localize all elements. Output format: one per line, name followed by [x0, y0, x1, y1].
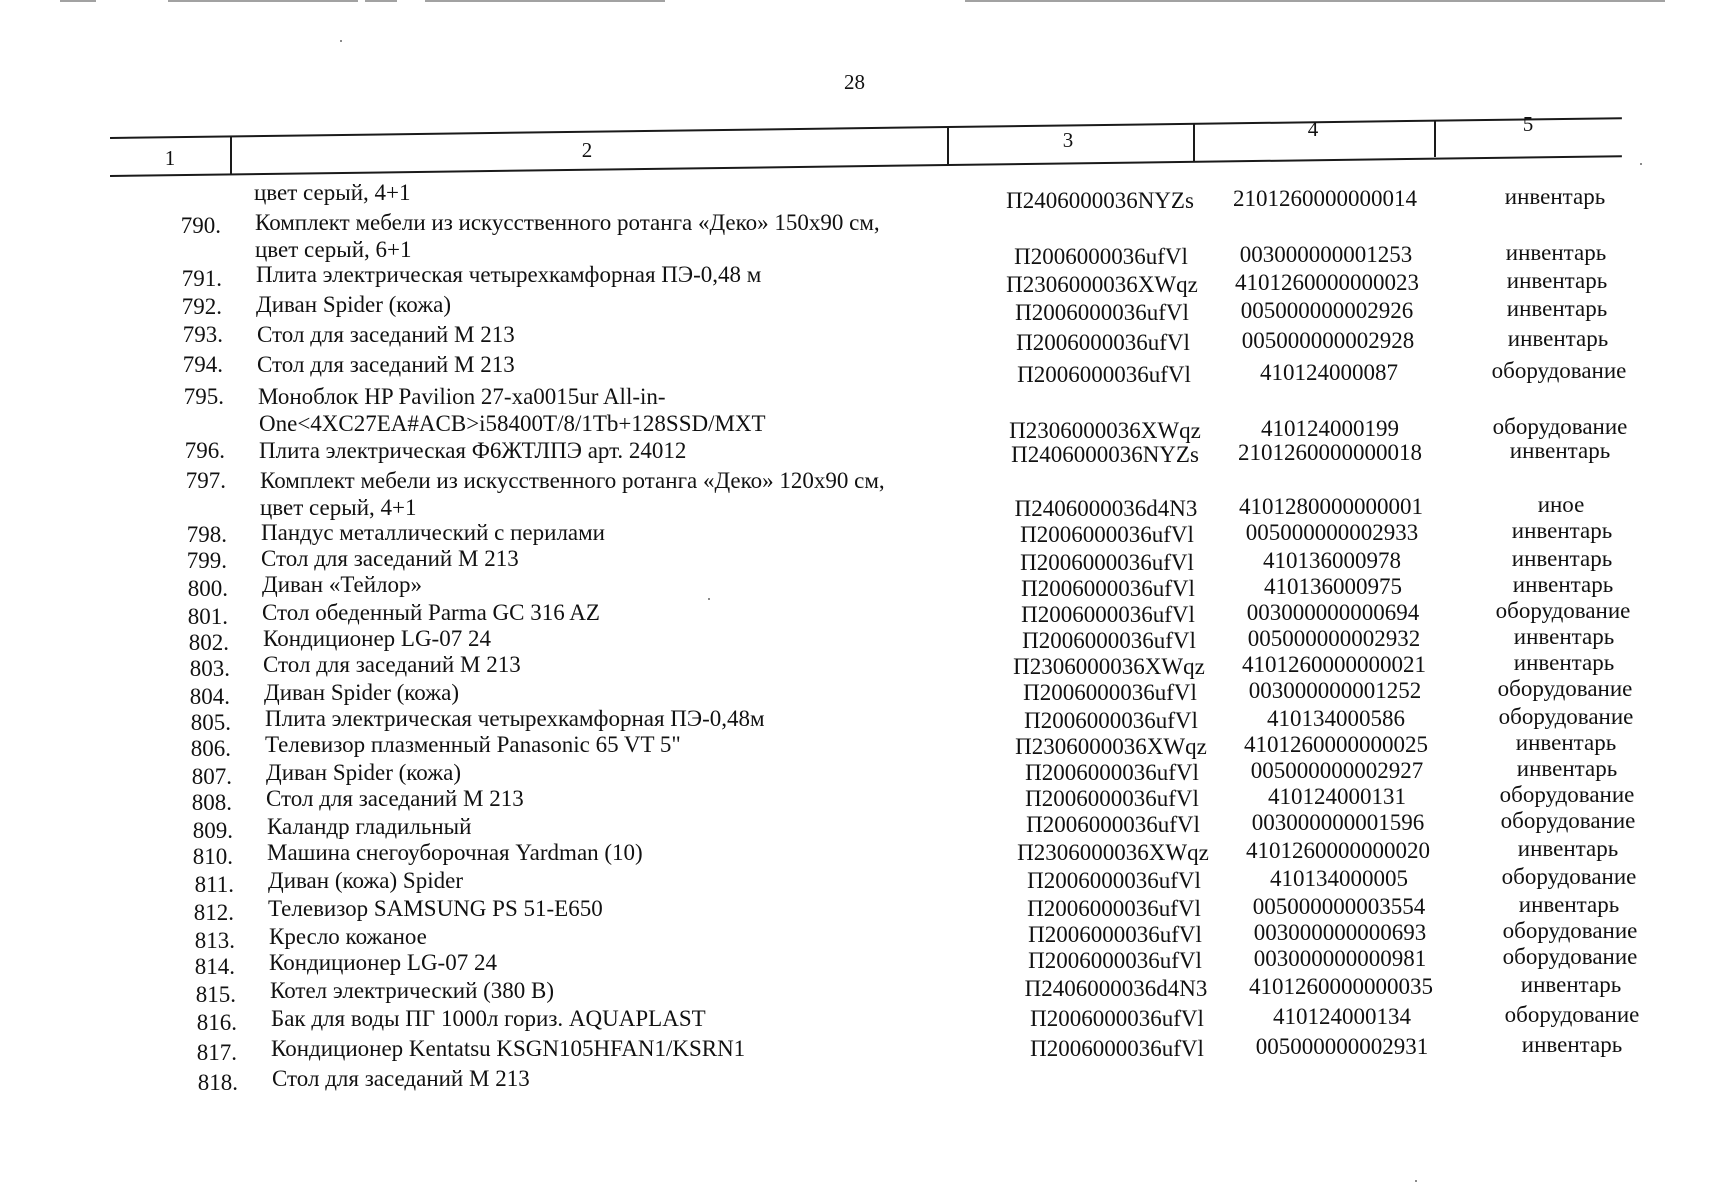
scan-speck — [1415, 1180, 1417, 1182]
account-code: 003000000001253 — [1239, 242, 1413, 267]
inventory-number: П2406000036NYZs — [1006, 188, 1194, 213]
asset-type: инвентарь — [1511, 518, 1613, 543]
asset-type: инвентарь — [1507, 326, 1609, 351]
account-code: 003000000001252 — [1248, 678, 1422, 703]
inventory-number: П2006000036ufVl — [1026, 812, 1200, 837]
item-name: Плита электрическая четырехкамфорная ПЭ-0,48м — [265, 706, 765, 731]
item-name: Машина снегоуборочная Yardman (10) — [267, 840, 643, 865]
asset-type: инвентарь — [1517, 836, 1619, 861]
row-number: 797. — [185, 468, 226, 493]
row-number: 793. — [182, 322, 223, 347]
asset-type: инвентарь — [1504, 184, 1606, 209]
item-name: Телевизор плазменный Panasonic 65 VT 5" — [265, 732, 681, 757]
item-name: Моноблок HP Pavilion 27-xa0015ur All-in- — [258, 384, 666, 409]
item-name: Стол для заседаний М 213 — [261, 546, 519, 571]
inventory-number: П2406000036d4N3 — [1014, 496, 1198, 521]
item-name: Кондиционер Kentatsu KSGN105HFAN1/KSRN1 — [271, 1036, 746, 1061]
row-number: 807. — [191, 764, 232, 789]
account-code: 003000000001596 — [1251, 810, 1425, 835]
inventory-number: П2006000036ufVl — [1021, 602, 1195, 627]
row-number: 799. — [186, 548, 227, 573]
account-code: 005000000002931 — [1255, 1034, 1429, 1059]
account-code: 005000000002932 — [1247, 626, 1421, 651]
row-number: 813. — [194, 928, 235, 953]
inventory-number: П2006000036ufVl — [1020, 550, 1194, 575]
asset-type: оборудование — [1501, 864, 1637, 889]
inventory-number: П2306000036XWqz — [1013, 654, 1205, 679]
asset-type: инвентарь — [1521, 1032, 1623, 1057]
header-divider — [1193, 124, 1195, 161]
row-number: 800. — [187, 576, 228, 601]
row-number: 798. — [186, 522, 227, 547]
scan-mark — [425, 0, 665, 2]
inventory-number: П2006000036ufVl — [1015, 300, 1189, 325]
account-code: 4101260000000023 — [1235, 270, 1419, 295]
row-number: 810. — [192, 844, 233, 869]
asset-type: оборудование — [1491, 358, 1627, 383]
header-divider — [947, 127, 949, 165]
account-code: 410134000586 — [1267, 706, 1405, 731]
asset-type: инвентарь — [1513, 650, 1615, 675]
asset-type: инвентарь — [1518, 892, 1620, 917]
row-number: 791. — [181, 266, 222, 291]
inventory-number: П2006000036ufVl — [1023, 680, 1197, 705]
asset-type: инвентарь — [1511, 546, 1613, 571]
row-number: 814. — [194, 954, 235, 979]
scan-speck — [340, 40, 342, 42]
row-number: 809. — [192, 818, 233, 843]
row-number: 817. — [196, 1040, 237, 1065]
item-name: цвет серый, 6+1 — [255, 237, 412, 262]
item-name: Кресло кожаное — [269, 924, 427, 949]
account-code: 4101260000000021 — [1242, 652, 1426, 677]
inventory-number: П2006000036ufVl — [1025, 760, 1199, 785]
row-number: 802. — [188, 630, 229, 655]
header-top-line — [110, 117, 1622, 139]
item-name: Комплект мебели из искусственного ротанга «Деко» 150х90 см, — [255, 210, 880, 235]
item-name: One<4XC27EA#ACB>i58400T/8/1Tb+128SSD/MXT — [259, 411, 766, 436]
asset-type: инвентарь — [1509, 438, 1611, 463]
inventory-number: П2406000036NYZs — [1011, 442, 1199, 467]
item-name: Стол для заседаний М 213 — [257, 352, 515, 377]
row-number: 803. — [189, 656, 230, 681]
row-number: 792. — [181, 294, 222, 319]
header-bottom-line — [110, 155, 1622, 177]
asset-type: оборудование — [1500, 808, 1636, 833]
row-number: 808. — [191, 790, 232, 815]
item-name: Стол для заседаний М 213 — [272, 1066, 530, 1091]
inventory-number: П2006000036ufVl — [1028, 922, 1202, 947]
asset-type: инвентарь — [1520, 972, 1622, 997]
page-number: 28 — [844, 70, 865, 94]
account-code: 4101260000000025 — [1244, 732, 1428, 757]
asset-type: оборудование — [1495, 598, 1631, 623]
row-number: 794. — [182, 352, 223, 377]
asset-type: иное — [1537, 492, 1585, 517]
header-col-5: 5 — [1522, 112, 1534, 136]
row-number: 804. — [189, 684, 230, 709]
scan-mark — [168, 0, 358, 2]
account-code: 003000000000694 — [1246, 600, 1420, 625]
account-code: 410124000134 — [1273, 1004, 1411, 1029]
account-code: 4101260000000020 — [1246, 838, 1430, 863]
item-name: Диван Spider (кожа) — [266, 760, 461, 785]
account-code: 003000000000693 — [1253, 920, 1427, 945]
inventory-number: П2006000036ufVl — [1021, 576, 1195, 601]
scan-mark — [60, 0, 96, 2]
account-code: 005000000002933 — [1245, 520, 1419, 545]
inventory-number: П2006000036ufVl — [1027, 896, 1201, 921]
account-code: 005000000002926 — [1240, 298, 1414, 323]
account-code: 410136000978 — [1263, 548, 1401, 573]
scan-mark — [365, 0, 397, 2]
header-col-3: 3 — [1062, 128, 1074, 152]
row-number: 805. — [190, 710, 231, 735]
header-col-2: 2 — [581, 138, 593, 162]
asset-type: оборудование — [1497, 676, 1633, 701]
scan-speck — [1640, 163, 1642, 165]
item-name: Кондиционер LG-07 24 — [263, 626, 491, 651]
asset-type: инвентарь — [1506, 268, 1608, 293]
row-number: 801. — [187, 604, 228, 629]
item-name: Диван «Тейлор» — [262, 572, 422, 597]
inventory-number: П2006000036ufVl — [1017, 362, 1191, 387]
item-name: Плита электрическая Ф6ЖТЛПЭ арт. 24012 — [259, 438, 687, 463]
item-name: Диван (кожа) Spider — [268, 868, 463, 893]
header-divider — [230, 136, 232, 174]
row-number: 790. — [180, 213, 221, 238]
asset-type: оборудование — [1498, 704, 1634, 729]
item-name: Пандус металлический с перилами — [261, 520, 605, 545]
asset-type: оборудование — [1499, 782, 1635, 807]
row-number: 816. — [196, 1010, 237, 1035]
row-number: 812. — [193, 900, 234, 925]
inventory-number: П2006000036ufVl — [1024, 708, 1198, 733]
item-name: Стол обеденный Parma GC 316 AZ — [262, 600, 600, 625]
header-col-4: 4 — [1307, 117, 1319, 141]
item-name: Стол для заседаний М 213 — [266, 786, 524, 811]
inventory-number: П2406000036d4N3 — [1024, 976, 1208, 1001]
asset-type: инвентарь — [1516, 756, 1618, 781]
item-name: Диван Spider (кожа) — [256, 292, 451, 317]
account-code: 2101260000000018 — [1238, 440, 1422, 465]
row-number: 795. — [183, 384, 224, 409]
inventory-number: П2006000036ufVl — [1027, 868, 1201, 893]
row-number: 796. — [184, 438, 225, 463]
inventory-number: П2006000036ufVl — [1030, 1036, 1204, 1061]
item-name: Телевизор SAMSUNG PS 51-E650 — [268, 896, 603, 921]
inventory-number: П2006000036ufVl — [1016, 330, 1190, 355]
item-name: Котел электрический (380 В) — [270, 978, 555, 1003]
item-name: Стол для заседаний М 213 — [257, 322, 515, 347]
account-code: 410124000087 — [1260, 360, 1398, 385]
account-code: 410134000005 — [1270, 866, 1408, 891]
account-code: 4101260000000035 — [1249, 974, 1433, 999]
asset-type: инвентарь — [1512, 572, 1614, 597]
account-code: 003000000000981 — [1253, 946, 1427, 971]
account-code: 005000000003554 — [1252, 894, 1426, 919]
item-name: цвет серый, 4+1 — [260, 495, 417, 520]
item-name: Бак для воды ПГ 1000л гориз. AQUAPLAST — [271, 1006, 706, 1031]
account-code: 2101260000000014 — [1233, 186, 1417, 211]
asset-type: инвентарь — [1515, 730, 1617, 755]
inventory-number: П2006000036ufVl — [1028, 948, 1202, 973]
account-code: 410124000131 — [1268, 784, 1406, 809]
item-name: Комплект мебели из искусственного ротанга «Деко» 120х90 см, — [260, 468, 885, 493]
account-code: 005000000002927 — [1250, 758, 1424, 783]
row-number: 806. — [190, 736, 231, 761]
header-col-1: 1 — [164, 146, 176, 170]
asset-type: инвентарь — [1513, 624, 1615, 649]
continuation-text: цвет серый, 4+1 — [254, 180, 411, 205]
asset-type: инвентарь — [1506, 296, 1608, 321]
asset-type: оборудование — [1492, 414, 1628, 439]
row-number: 818. — [197, 1070, 238, 1095]
row-number: 811. — [194, 872, 234, 897]
inventory-number: П2006000036ufVl — [1020, 522, 1194, 547]
account-code: 4101280000000001 — [1239, 494, 1423, 519]
inventory-number: П2306000036XWqz — [1017, 840, 1209, 865]
asset-type: оборудование — [1504, 1002, 1640, 1027]
inventory-number: П2306000036XWqz — [1015, 734, 1207, 759]
item-name: Диван Spider (кожа) — [264, 680, 459, 705]
row-number: 815. — [195, 982, 236, 1007]
account-code: 410136000975 — [1264, 574, 1402, 599]
item-name: Каландр гладильный — [267, 814, 472, 839]
header-divider — [1434, 121, 1436, 157]
asset-type: оборудование — [1502, 918, 1638, 943]
item-name: Кондиционер LG-07 24 — [269, 950, 497, 975]
asset-type: оборудование — [1502, 944, 1638, 969]
inventory-number: П2006000036ufVl — [1014, 244, 1188, 269]
inventory-number: П2006000036ufVl — [1022, 628, 1196, 653]
item-name: Плита электрическая четырехкамфорная ПЭ-0,48 м — [256, 262, 762, 287]
inventory-number: П2006000036ufVl — [1025, 786, 1199, 811]
account-code: 410124000199 — [1261, 416, 1399, 441]
scan-mark — [965, 0, 1665, 2]
inventory-number: П2006000036ufVl — [1030, 1006, 1204, 1031]
inventory-number: П2306000036XWqz — [1006, 272, 1198, 297]
asset-type: инвентарь — [1505, 240, 1607, 265]
inventory-number: П2306000036XWqz — [1009, 418, 1201, 443]
account-code: 005000000002928 — [1241, 328, 1415, 353]
item-name: Стол для заседаний М 213 — [263, 652, 521, 677]
